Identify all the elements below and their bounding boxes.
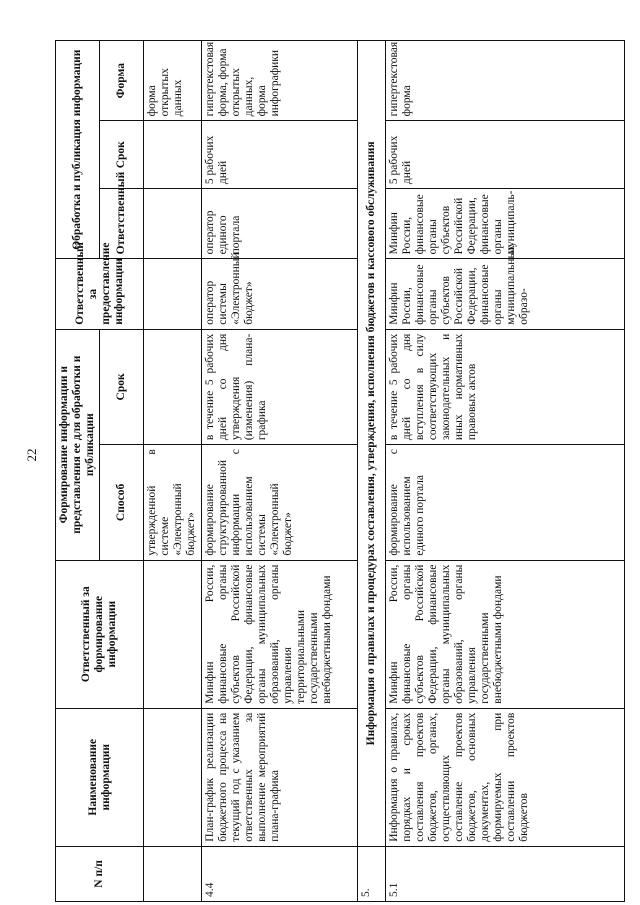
header-resp-provide: Ответственный за предоставление информации	[56, 259, 144, 329]
header-resp-form: Ответственный за формирование информации	[56, 560, 144, 708]
header-proc-form: Форма	[100, 41, 144, 121]
cell-method: утвержденной в системе «Электронный бюджет»	[144, 445, 202, 560]
cell-responsible: Минфин России, финансовые органы субъектов Российской Федерации, финансовые органы муниципаль-	[386, 189, 625, 259]
cell-name: Информация о правилах, порядках и сроках составления проектов бюджетов, органах, осуществляющих составление проектов бюджетов, основных документах, формируемых при составлении проектов бюджетов	[386, 708, 625, 846]
cell-num: 4.4	[202, 846, 358, 901]
cell-responsible: оператор единого портала	[202, 189, 358, 259]
cell-empty	[144, 560, 202, 708]
cell-empty	[144, 259, 202, 329]
cell-resp-provide: оператор системы «Электронный бюджет»	[202, 259, 358, 329]
header-num: N п/п	[56, 846, 144, 901]
cell-proc-form: форма открытых данных	[144, 41, 202, 121]
header-term: Срок	[100, 329, 144, 444]
header-row-1	[56, 41, 100, 902]
cell-resp-provide: Минфин России, финансовые органы субъектов Российской Федерации, финансовые органы муниципальных образо-	[386, 259, 625, 329]
header-proc-term: Срок	[100, 121, 144, 189]
table-row-continuation	[144, 41, 202, 902]
cell-method: формирование с использованием единого портала	[386, 445, 625, 560]
table-row-4-4	[202, 41, 358, 902]
header-form-group: Формирование информации и представления ее для обработки и публикации	[56, 329, 100, 560]
cell-proc-form: гипертекстовая форма, форма открытых данных, форма инфографики	[202, 41, 358, 121]
cell-resp-form: Минфин России, финансовые органы субъектов Российской Федерации, финансовые органы муниципальных образований, органы управления государственными внебюджетными фондами	[386, 560, 625, 708]
cell-term: в течение 5 рабочих дней со дня утверждения (изменения) плана-графика	[202, 329, 358, 444]
cell-proc-term: 5 рабочих дней	[386, 121, 625, 189]
cell-empty	[144, 189, 202, 259]
table-row-5-1	[386, 41, 625, 902]
section-title: Информация о правилах и процедурах составления, утверждения, исполнения бюджетов и кассового обслуживания	[358, 41, 386, 847]
header-method: Способ	[100, 445, 144, 560]
cell-empty	[144, 708, 202, 846]
page-number: 22	[24, 448, 39, 462]
cell-name: План-график реализации бюджетного процесса на текущий год с указанием ответственных за выполнение мероприятий плана-графика	[202, 708, 358, 846]
cell-proc-form: гипертекстовая форма	[386, 41, 625, 121]
data-table	[55, 40, 625, 902]
header-proc-group: Обработка и публикация информации	[56, 41, 100, 259]
cell-proc-term: 5 рабочих дней	[202, 121, 358, 189]
cell-num: 5.	[358, 846, 386, 901]
header-responsible: Ответственный	[100, 189, 144, 259]
cell-num: 5.1	[386, 846, 625, 901]
cell-empty	[144, 121, 202, 189]
table-row-section-5	[358, 41, 386, 902]
cell-term: в течение 5 рабочих дней со дня вступления в силу соответствующих законодательных и иных нормативных правовых актов	[386, 329, 625, 444]
cell-empty	[144, 846, 202, 901]
rotated-table-container	[55, 40, 625, 902]
cell-resp-form: Минфин России, финансовые органы субъектов Российской Федерации, финансовые органы муниципальных образований, органы управления территориальными государственными внебюджетными фондами	[202, 560, 358, 708]
header-name: Наименование информации	[56, 708, 144, 846]
cell-empty	[144, 329, 202, 444]
cell-method: формирование структурированной информации с использованием системы «Электронный бюджет»	[202, 445, 358, 560]
